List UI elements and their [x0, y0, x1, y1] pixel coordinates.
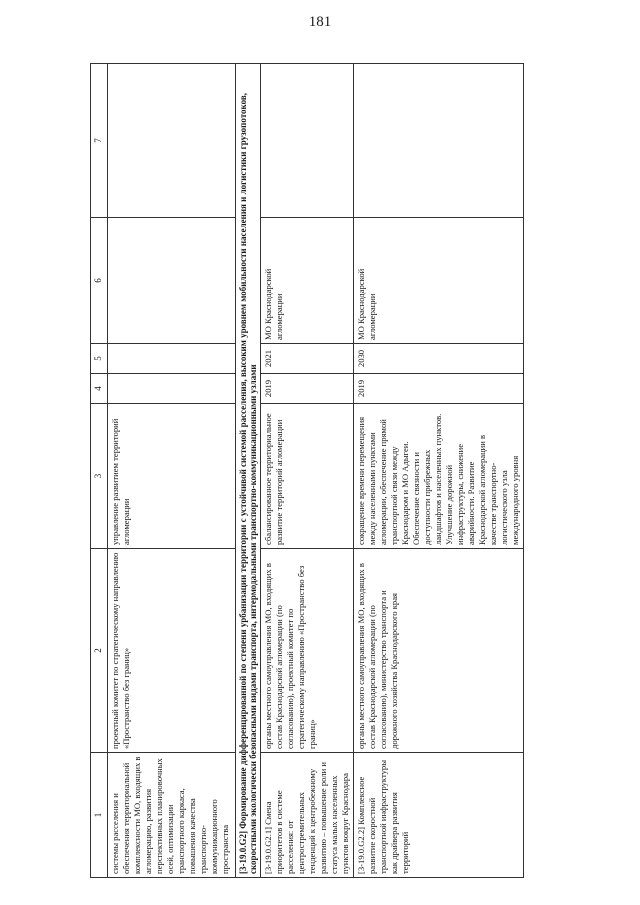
territory: [107, 218, 235, 344]
column-number: 3: [91, 404, 108, 549]
rotated-table-container: [90, 64, 628, 878]
expected-result: сбалансированное территориальное развитие территорий агломерации: [261, 404, 354, 549]
goal-text: [3-19.0.G2] Формирование дифференцированной по степени урбанизации территории с устойчивой системой расселения, высоким уровнем мобильности населения и логистики грузопотоков, скоростными экологически безопасными видами транспорта, интермодальными транспортно-коммуникационными узлами: [235, 64, 261, 878]
notes: [261, 64, 354, 218]
expected-result: сокращение времени перемещения между населенными пунктами агломерации, обеспечение прямой транспортной связи между Краснодаром и МО Адыгеи. Обеспечение связности и доступности прибрежных ландшафтов и населенных пунктов. Улучшение дорожной инфраструктуры, снижение аварийности. Развитие Краснодарской агломерации в качестве транспортно-логистического узла международного уровня: [354, 404, 524, 549]
column-number: 6: [91, 218, 108, 344]
task-description: системы расселения и обеспечения территориальной комплексности МО, входящих в агломерацию, развития перспективных планировочных осей, оптимизации транспортного каркаса, повышения качества транспортно-коммуникационного пространства: [107, 753, 235, 878]
table-row: [107, 64, 235, 878]
goal-row: [235, 64, 261, 878]
start-year: 2019: [354, 374, 524, 404]
notes: [107, 64, 235, 218]
territory: МО Краснодарской агломерации: [261, 218, 354, 344]
responsible-executors: органы местного самоуправления МО, входящих в состав Краснодарской агломерации (по согласованию), министерство транспорта и дорожного хозяйства Краснодарского края: [354, 549, 524, 753]
table-row: [354, 64, 524, 878]
table-row: [261, 64, 354, 878]
end-year: [107, 344, 235, 374]
territory: МО Краснодарской агломерации: [354, 218, 524, 344]
column-number: 2: [91, 549, 108, 753]
end-year: 2021: [261, 344, 354, 374]
responsible-executors: проектный комитет по стратегическому направлению «Пространство без границ»: [107, 549, 235, 753]
task-description: [3-19.0.G2.2] Комплексное развитие скоростной транспортной инфраструктуры как драйвера развития территорий: [354, 753, 524, 878]
column-number: 4: [91, 374, 108, 404]
column-number-row: [91, 64, 108, 878]
task-description: [3-19.0.G2.1] Смена приоритетов в системе расселения: от центростремительных тенденций к центробежному развитию – повышение роли и статуса малых населенных пунктов вокруг Краснодара: [261, 753, 354, 878]
notes: [354, 64, 524, 218]
end-year: 2030: [354, 344, 524, 374]
column-number: 5: [91, 344, 108, 374]
expected-result: управление развитием территорий агломерации: [107, 404, 235, 549]
column-number: 1: [91, 753, 108, 878]
column-number: 7: [91, 64, 108, 218]
start-year: 2019: [261, 374, 354, 404]
page-number: 181: [308, 14, 332, 30]
start-year: [107, 374, 235, 404]
responsible-executors: органы местного самоуправления МО, входящих в состав Краснодарской агломерации (по согласованию), проектный комитет по стратегическому направлению «Пространство без границ»: [261, 549, 354, 753]
plan-table: [90, 63, 524, 878]
